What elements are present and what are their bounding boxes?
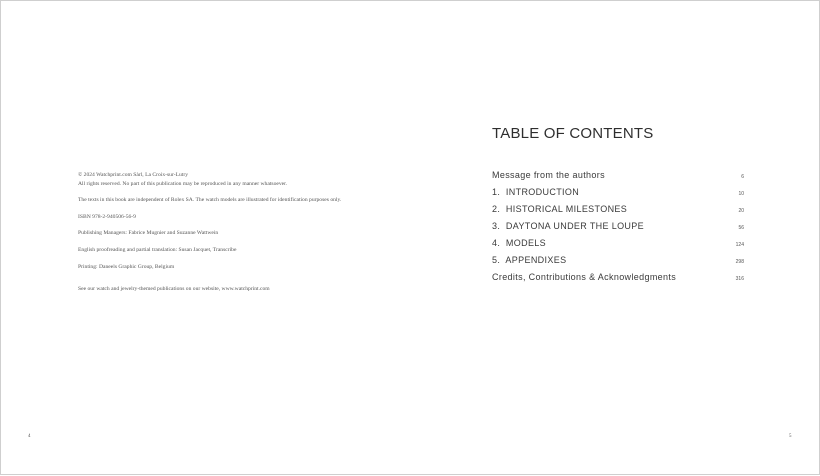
toc-entry-message[interactable]	[492, 170, 744, 187]
toc-entry-label: 2. HISTORICAL MILESTONES	[492, 204, 628, 214]
toc-list	[492, 170, 744, 289]
toc-entry-page: 124	[735, 242, 744, 248]
toc-entry-appendixes[interactable]	[492, 255, 744, 272]
toc-entry-label: 4. MODELS	[492, 238, 547, 248]
toc-entry-daytona-under-the-loupe[interactable]	[492, 221, 744, 238]
toc-entry-label: Credits, Contributions & Acknowledgments	[492, 272, 677, 282]
imprint-isbn: ISBN 978-2-940506-56-9	[78, 213, 136, 220]
toc-entry-page: 298	[735, 259, 744, 265]
imprint-publishing-managers: Publishing Managers: Fabrice Mugnier and Suzanne Wattwein	[78, 230, 219, 237]
imprint-disclaimer: The texts in this book are independent of Rolex SA. The watch models are illustrated for identification purposes only.	[78, 197, 342, 204]
imprint-proofreading: English proofreading and partial translation: Susan Jacquet, Transcribe	[78, 246, 237, 253]
toc-entry-page: 6	[741, 174, 744, 180]
imprint-block	[78, 171, 348, 302]
imprint-printing: Printing: Daneels Graphic Group, Belgium	[78, 263, 175, 270]
toc-entry-page: 56	[738, 225, 744, 231]
imprint-copyright: © 2024 Watchprint.com Sàrl, La Croix-sur-Lutry All rights reserved. No part of this publication may be reproduced in any manner whatsoever.	[78, 172, 288, 187]
toc-entry-historical-milestones[interactable]	[492, 204, 744, 221]
toc-entry-label: Message from the authors	[492, 170, 605, 180]
left-page-number: 4	[28, 434, 31, 439]
toc-entry-label: 5. APPENDIXES	[492, 255, 567, 265]
toc-title: TABLE OF CONTENTS	[492, 125, 654, 142]
toc-entry-page: 316	[735, 276, 744, 282]
toc-entry-label: 1. INTRODUCTION	[492, 187, 580, 197]
toc-entry-page: 20	[738, 208, 744, 214]
toc-entry-label: 3. DAYTONA UNDER THE LOUPE	[492, 221, 644, 231]
toc-entry-page: 10	[738, 191, 744, 197]
toc-entry-credits[interactable]	[492, 272, 744, 289]
left-page	[1, 1, 411, 476]
imprint-website: See our watch and jewelry-themed publications on our website, www.watchprint.com	[78, 286, 270, 293]
right-page-number: 5	[789, 434, 792, 439]
toc-entry-introduction[interactable]	[492, 187, 744, 204]
toc-entry-models[interactable]	[492, 238, 744, 255]
right-page	[411, 1, 820, 476]
